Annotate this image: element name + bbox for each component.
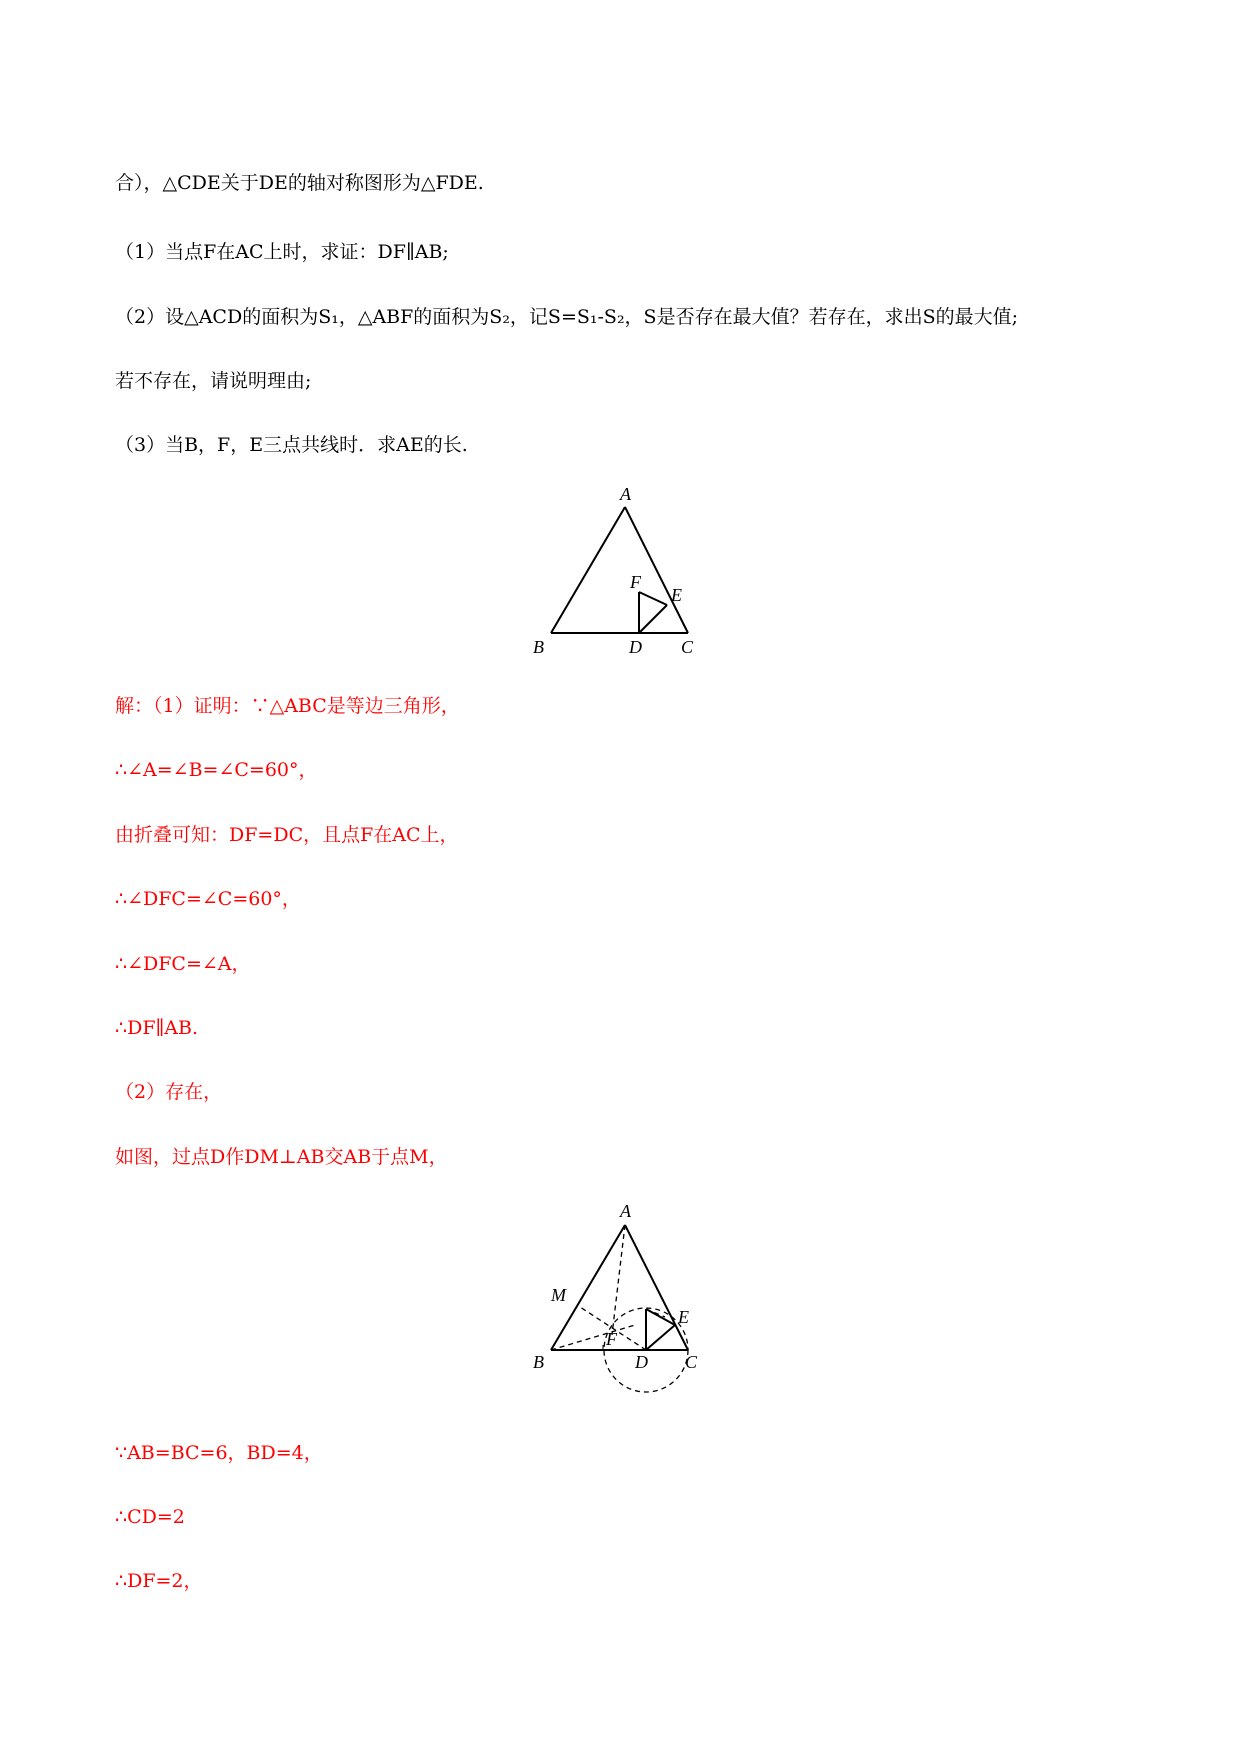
figure-1-triangle <box>525 478 725 658</box>
solution-line-6: ∴DF∥AB. <box>115 1017 199 1039</box>
solution-line-11: ∴DF=2， <box>115 1570 203 1592</box>
question-part1: （1）当点F在AC上时，求证：DF∥AB; <box>115 241 449 263</box>
label-e: E <box>671 585 682 605</box>
solution-line-10: ∴CD=2 <box>115 1506 185 1528</box>
question-part2-line1: （2）设△ACD的面积为S₁，△ABF的面积为S₂，记S=S₁-S₂，S是否存在最大值？若存在，求出S的最大值; <box>115 306 1018 328</box>
segment-de <box>639 605 667 633</box>
figure-2-construction <box>525 1195 725 1410</box>
segment-af <box>612 1225 625 1335</box>
segment-fe <box>639 592 667 605</box>
fig2-label-e: E <box>678 1307 689 1327</box>
segment-ab <box>551 507 625 633</box>
fig2-label-m: M <box>551 1285 566 1305</box>
label-d: D <box>629 637 642 657</box>
solution-line-9: ∵AB=BC=6，BD=4， <box>115 1442 323 1464</box>
label-b: B <box>533 637 544 657</box>
solution-line-5: ∴∠DFC=∠A， <box>115 953 251 975</box>
fig2-label-a: A <box>620 1201 631 1221</box>
solution-line-7: （2）存在， <box>115 1081 223 1103</box>
fig2-label-f: F <box>606 1329 617 1349</box>
fig2-label-d: D <box>635 1352 648 1372</box>
question-intro: 合），△CDE关于DE的轴对称图形为△FDE. <box>115 172 484 194</box>
solution-line-3: 由折叠可知：DF=DC，且点F在AC上， <box>115 824 459 846</box>
fig2-label-b: B <box>533 1352 544 1372</box>
solution-line-8: 如图，过点D作DM⊥AB交AB于点M， <box>115 1146 448 1168</box>
fig2-label-c: C <box>685 1352 698 1372</box>
question-part3: （3）当B，F，E三点共线时．求AE的长. <box>115 434 468 456</box>
label-f: F <box>630 572 641 592</box>
solution-line-2: ∴∠A=∠B=∠C=60°， <box>115 759 318 781</box>
label-a: A <box>620 484 631 504</box>
solution-line-4: ∴∠DFC=∠C=60°， <box>115 888 301 910</box>
solution-line-1: 解：（1）证明：∵△ABC是等边三角形， <box>115 695 460 717</box>
question-part2-line2: 若不存在，请说明理由; <box>115 370 312 392</box>
label-c: C <box>681 637 694 657</box>
